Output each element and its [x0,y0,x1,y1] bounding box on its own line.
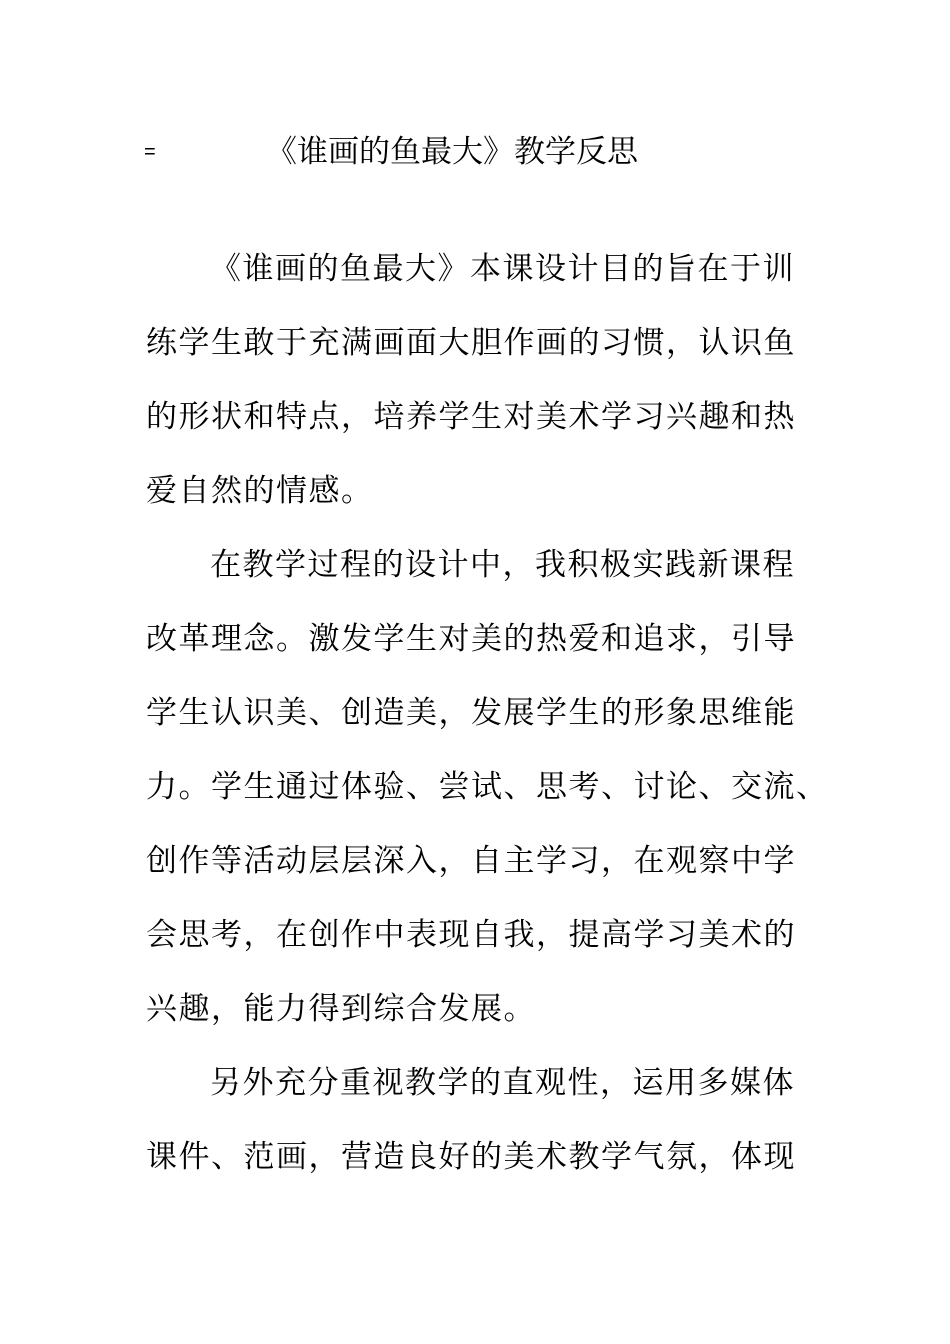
paragraph-line: 爱自然的情感。 [146,473,374,509]
page-title: 《谁画的鱼最大》教学反思 [266,134,638,170]
paragraph-line: 练学生敢于充满画面大胆作画的习惯，认识鱼 [146,325,796,361]
paragraph-line: 另外充分重视教学的直观性，运用多媒体 [210,1065,795,1101]
paragraph-line: 在教学过程的设计中，我积极实践新课程 [210,547,795,583]
paragraph-line: 《谁画的鱼最大》本课设计目的旨在于训 [210,251,795,287]
paragraph-line: 创作等活动层层深入，自主学习，在观察中学 [146,843,796,879]
paragraph-line: 的形状和特点，培养学生对美术学习兴趣和热 [146,399,796,435]
paragraph-line: 改革理念。激发学生对美的热爱和追求，引导 [146,621,796,657]
document-body [146,232,829,1194]
paragraph-2 [146,528,829,1046]
paragraph-line: 学生认识美、创造美，发展学生的形象思维能 [146,695,796,731]
page-marker: = [144,141,156,163]
paragraph-1 [146,232,806,528]
paragraph-3 [146,1046,806,1194]
paragraph-line: 会思考，在创作中表现自我，提高学习美术的 [146,917,796,953]
paragraph-line: 力。学生通过体验、尝试、思考、讨论、交流、 [146,769,829,805]
paragraph-line: 课件、范画，营造良好的美术教学气氛，体现 [146,1139,796,1175]
paragraph-line: 兴趣，能力得到综合发展。 [146,991,536,1027]
